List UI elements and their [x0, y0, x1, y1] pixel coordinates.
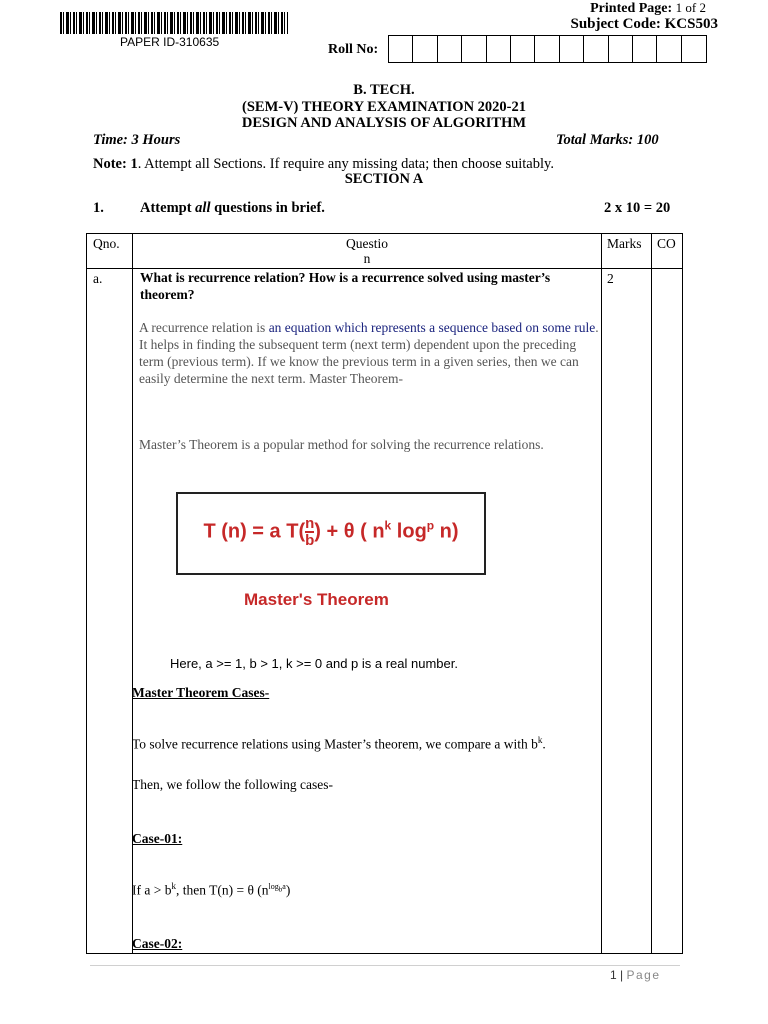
follow-text: Then, we follow the following cases-	[132, 777, 333, 792]
section-title: SECTION A	[344, 171, 424, 187]
header-co: CO	[657, 236, 676, 251]
question-marks: 2 x 10 = 20	[604, 200, 671, 216]
master-theorem-formula: T (n) = a T( $\frac{n}{b}$ ) + θ ( $n^k$ $\log^p n$)	[203, 515, 459, 549]
page-number: 1	[610, 968, 617, 982]
note-label: Note: 1	[93, 156, 138, 172]
row-a-question: What is recurrence relation? How is a recurrence solved using master’s theorem?	[140, 270, 551, 302]
footer-rule	[90, 965, 680, 966]
subject-title: DESIGN AND ANALYSIS OF ALGORITHM	[241, 115, 527, 131]
roll-number-label: Roll No:	[328, 42, 379, 57]
definition-highlight: an equation which represents a sequence based on some rule	[268, 320, 596, 335]
formula-caption: Master's Theorem	[244, 590, 389, 609]
cases-heading: Master Theorem Cases-	[132, 685, 270, 700]
header-qno: Qno.	[93, 236, 120, 251]
printed-page-value: 1 of 2	[675, 0, 706, 15]
case-01-heading: Case-01:	[132, 831, 183, 846]
subject-code: Subject Code: KCS503	[570, 16, 718, 32]
compare-text: To solve recurrence relations using Master’s theorem, we compare a with $b^k$.	[132, 735, 546, 752]
formula-image	[176, 492, 486, 575]
page-word: Page	[626, 968, 661, 982]
degree-title: B. TECH.	[353, 82, 415, 98]
printed-page	[590, 0, 706, 17]
formula-conditions: Here, a >= 1, b > 1, k >= 0 and p is a real number.	[170, 656, 458, 671]
case-01-text: If $a > b^k$, then T(n) = θ $(n^{log_ba})$	[132, 881, 291, 898]
roll-number-boxes	[388, 35, 707, 63]
printed-page-label: Printed Page:	[590, 1, 673, 16]
header-question: Questio n	[346, 236, 388, 266]
question-instruction: Attempt all questions in brief.	[140, 200, 325, 216]
question-table	[86, 233, 683, 954]
case-02-heading: Case-02:	[132, 936, 183, 951]
answer-paragraph-2: Master’s Theorem is a popular method for solving the recurrence relations.	[139, 437, 544, 452]
exam-time: Time: 3 Hours	[93, 132, 181, 148]
note-text: . Attempt all Sections. If require any missing data; then choose suitably.	[137, 156, 554, 172]
header-marks: Marks	[607, 236, 642, 251]
barcode	[60, 12, 288, 34]
answer-paragraph-1: A recurrence relation is an equation which represents a sequence based on some rule. It helps in finding the subsequent term (next term) dependent upon the preceding term (previous term). If we know the previous term in a given series, then we can easily determine the next term. Master Theorem-	[139, 320, 599, 386]
row-a-qno: a.	[93, 271, 103, 286]
question-number: 1.	[93, 200, 104, 216]
page-footer: 1 | Page	[610, 968, 661, 982]
row-a-marks: 2	[607, 271, 614, 286]
exam-title: (SEM-V) THEORY EXAMINATION 2020-21	[242, 99, 526, 115]
total-marks: Total Marks: 100	[556, 132, 659, 148]
paper-id: PAPER ID-310635	[120, 35, 220, 49]
